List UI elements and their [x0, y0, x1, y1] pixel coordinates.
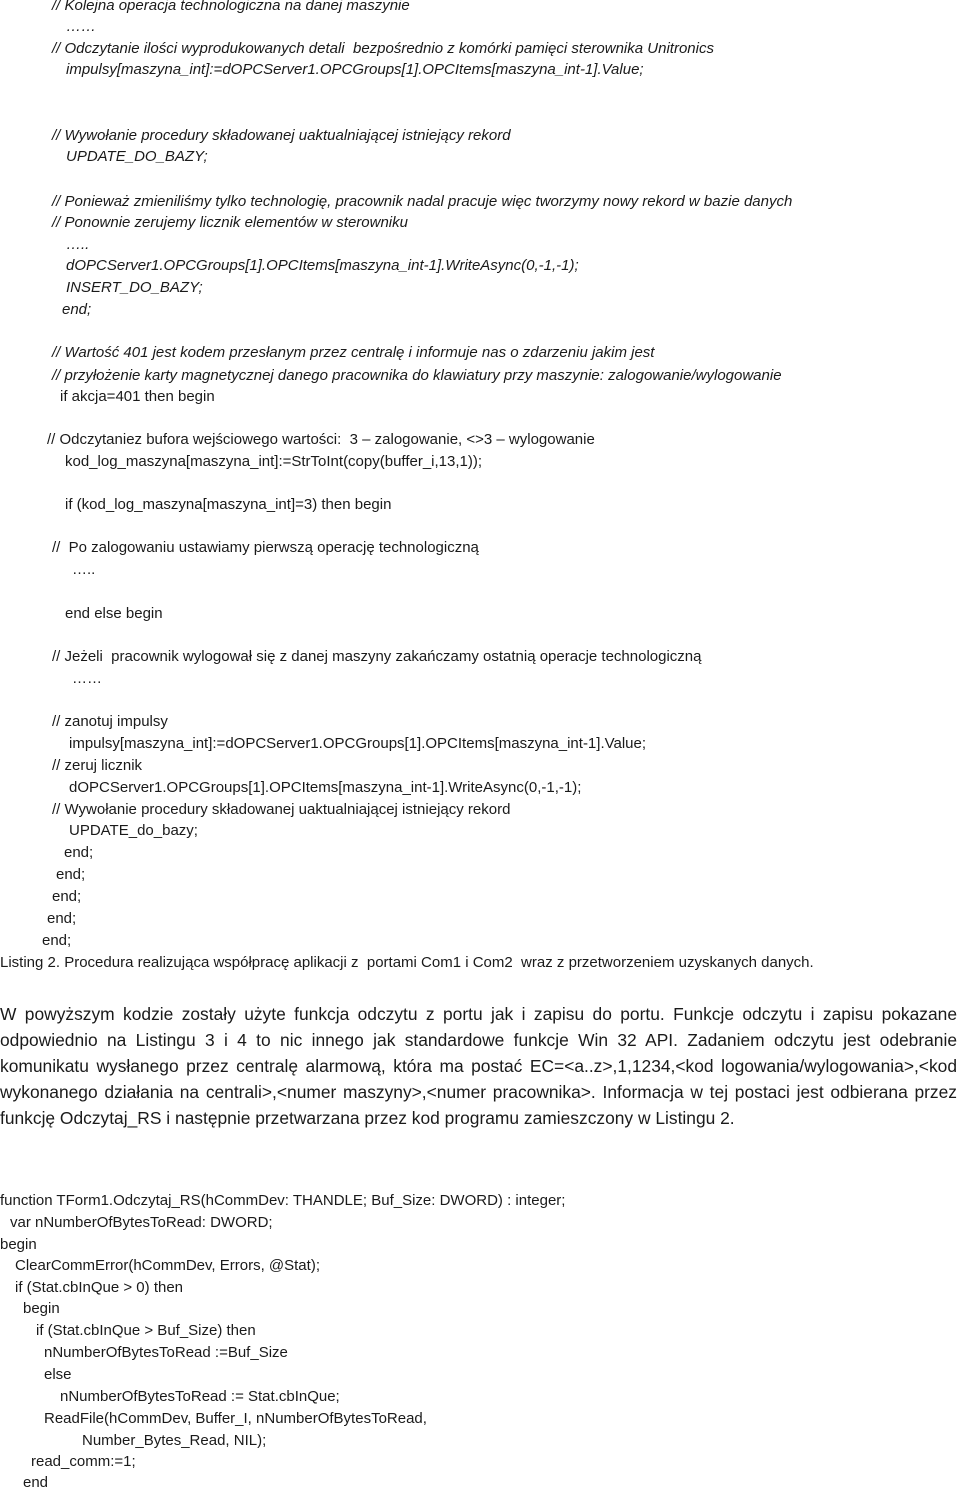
code-line: end;	[47, 910, 77, 927]
code-line: ReadFile(hCommDev, Buffer_I, nNumberOfBytesToRead,	[44, 1410, 427, 1427]
code-line: dOPCServer1.OPCGroups[1].OPCItems[maszyna_int-1].WriteAsync(0,-1,-1);	[69, 779, 582, 796]
code-line: if akcja=401 then begin	[60, 388, 215, 405]
code-line: end;	[64, 844, 94, 861]
code-line: nNumberOfBytesToRead :=Buf_Size	[44, 1344, 288, 1361]
code-line: end;	[52, 888, 82, 905]
code-line: // zanotuj impulsy	[52, 713, 168, 730]
code-line: // Wartość 401 jest kodem przesłanym przez centralę i informuje nas o zdarzeniu jakim jest	[52, 344, 655, 361]
code-line: // Odczytaniez bufora wejściowego wartości: 3 – zalogowanie, <>3 – wylogowanie	[47, 431, 595, 448]
code-line: …..	[72, 561, 96, 578]
code-line: UPDATE_DO_BAZY;	[66, 148, 208, 165]
code-line: // zeruj licznik	[52, 757, 143, 774]
code-line: end;	[42, 932, 72, 949]
code-line: function TForm1.Odczytaj_RS(hCommDev: THANDLE; Buf_Size: DWORD) : integer;	[0, 1192, 566, 1209]
code-line: var nNumberOfBytesToRead: DWORD;	[10, 1214, 273, 1231]
code-line: end;	[62, 301, 92, 318]
code-line: // Jeżeli pracownik wylogował się z danej maszyny zakańczamy ostatnią operacje technologiczną	[52, 648, 702, 665]
code-line: ……	[66, 18, 96, 35]
code-line: end	[23, 1474, 49, 1491]
code-line: // Odczytanie ilości wyprodukowanych detali bezpośrednio z komórki pamięci sterownika Unitronics	[52, 40, 714, 57]
code-line: // przyłożenie karty magnetycznej danego pracownika do klawiatury przy maszynie: zalogowanie/wylogowanie	[52, 367, 782, 384]
listing-caption: Listing 2. Procedura realizująca współpracę aplikacji z portami Com1 i Com2 wraz z przetworzeniem uzyskanych danych.	[0, 954, 814, 971]
code-line: // Wywołanie procedury składowanej uaktualniającej istniejący rekord	[52, 127, 511, 144]
code-line: // Kolejna operacja technologiczna na danej maszynie	[52, 0, 410, 14]
body-paragraph: W powyższym kodzie zostały użyte funkcja odczytu z portu jak i zapisu do portu. Funkcje odczytu i zapisu pokazane odpowiednio na Listingu 3 i 4 to nic innego jak standardowe funkcje Win 32 API. Zadaniem odczytu jest odebranie komunikatu wysłanego przez centralę alarmową, która ma postać EC=<a..z>,1,1234,<kod logowania/wylogowania>,<kod wykonanego działania na centrali>,<numer maszyny>,<numer pracownika>. Informacja w tej postaci jest odbierana przez funkcję Odczytaj_RS i następnie przetwarzana przez kod programu zamieszczony w Listingu 2.	[0, 1004, 957, 1128]
code-line: kod_log_maszyna[maszyna_int]:=StrToInt(copy(buffer_i,13,1));	[65, 453, 483, 470]
code-line: // Po zalogowaniu ustawiamy pierwszą operację technologiczną	[52, 539, 479, 556]
code-line: ClearCommError(hCommDev, Errors, @Stat);	[15, 1257, 320, 1274]
code-line: impulsy[maszyna_int]:=dOPCServer1.OPCGroups[1].OPCItems[maszyna_int-1].Value;	[69, 735, 647, 752]
code-line: INSERT_DO_BAZY;	[66, 279, 203, 296]
code-line: if (kod_log_maszyna[maszyna_int]=3) then begin	[65, 496, 392, 513]
code-line: else	[44, 1366, 72, 1383]
code-line: // Ponieważ zmieniliśmy tylko technologię, pracownik nadal pracuje więc tworzymy nowy rekord w bazie danych	[52, 193, 793, 210]
code-line: ……	[72, 670, 102, 687]
code-line: end;	[56, 866, 86, 883]
code-line: nNumberOfBytesToRead := Stat.cbInQue;	[60, 1388, 340, 1405]
code-line: begin	[0, 1236, 37, 1253]
code-line: impulsy[maszyna_int]:=dOPCServer1.OPCGroups[1].OPCItems[maszyna_int-1].Value;	[66, 61, 644, 78]
code-line: read_comm:=1;	[31, 1453, 136, 1470]
code-line: Number_Bytes_Read, NIL);	[82, 1432, 267, 1449]
code-line: // Ponownie zerujemy licznik elementów w sterowniku	[52, 214, 408, 231]
code-line: UPDATE_do_bazy;	[69, 822, 198, 839]
code-line: if (Stat.cbInQue > 0) then	[15, 1279, 184, 1296]
code-line: if (Stat.cbInQue > Buf_Size) then	[36, 1322, 256, 1339]
code-line: …..	[66, 236, 90, 253]
code-line: dOPCServer1.OPCGroups[1].OPCItems[maszyna_int-1].WriteAsync(0,-1,-1);	[66, 257, 579, 274]
code-line: // Wywołanie procedury składowanej uaktualniającej istniejący rekord	[52, 801, 511, 818]
code-line: begin	[23, 1300, 60, 1317]
code-line: end else begin	[65, 605, 163, 622]
